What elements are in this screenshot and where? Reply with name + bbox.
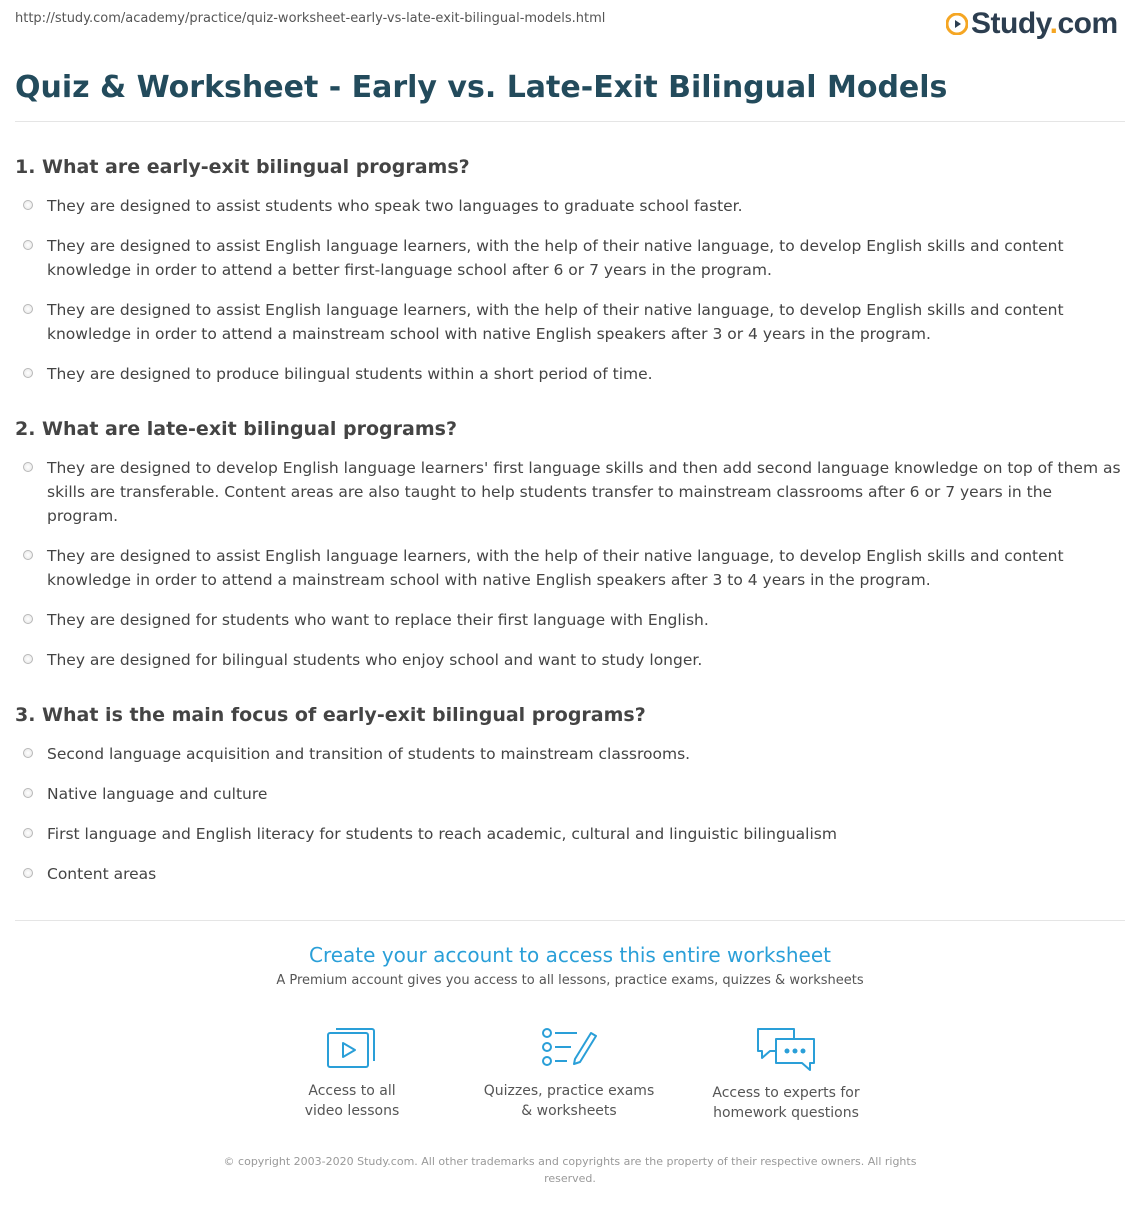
- feature-label: Access to all video lessons: [304, 1083, 400, 1119]
- answer-text: First language and English literacy for students to reach academic, cultural and linguistic bilingualism: [47, 825, 837, 843]
- top-bar: [0, 0, 1140, 52]
- radio-button-icon[interactable]: [23, 654, 33, 664]
- page-url[interactable]: http://study.com/academy/practice/quiz-worksheet-early-vs-late-exit-bilingual-models.html: [15, 11, 606, 26]
- cta-divider: [15, 920, 1125, 921]
- feature-label: Access to experts for homework questions: [712, 1085, 860, 1121]
- answer-option[interactable]: [15, 822, 1125, 846]
- feature-quizzes: [469, 1025, 669, 1121]
- radio-button-icon[interactable]: [23, 368, 33, 378]
- answer-option[interactable]: [15, 608, 1125, 632]
- feature-experts: [686, 1025, 886, 1123]
- logo-text: Study.com: [971, 7, 1118, 40]
- answer-text: Native language and culture: [47, 785, 268, 803]
- answer-option[interactable]: [15, 648, 1125, 672]
- feature-label: Quizzes, practice exams & worksheets: [483, 1083, 655, 1119]
- answer-list: [15, 456, 1125, 672]
- answer-option[interactable]: [15, 362, 1125, 386]
- radio-button-icon[interactable]: [23, 550, 33, 560]
- answer-option[interactable]: [15, 456, 1125, 528]
- radio-button-icon[interactable]: [23, 748, 33, 758]
- answer-text: They are designed to assist English language learners, with the help of their native language, to develop English skills and content knowledge in order to attend a mainstream school with native English speakers after 3 to 4 years in the program.: [47, 547, 1064, 589]
- answer-list: [15, 742, 1125, 886]
- question-3: [15, 702, 1125, 886]
- answer-text: They are designed for students who want to replace their first language with English.: [47, 611, 709, 629]
- question-1: [15, 154, 1125, 386]
- answer-option[interactable]: [15, 782, 1125, 806]
- answer-option[interactable]: [15, 298, 1125, 346]
- quiz-checklist-icon: [541, 1025, 597, 1071]
- answer-text: They are designed to assist students who speak two languages to graduate school faster.: [47, 197, 743, 215]
- question-2: [15, 416, 1125, 672]
- radio-button-icon[interactable]: [23, 828, 33, 838]
- radio-button-icon[interactable]: [23, 200, 33, 210]
- answer-text: They are designed for bilingual students who enjoy school and want to study longer.: [47, 651, 703, 669]
- answer-text: They are designed to develop English language learners' first language skills and then add second language knowledge on top of them as skills are transferable. Content areas are also taught to help students transfer to mainstream classrooms after 6 or 7 years in the program.: [47, 459, 1121, 525]
- question-text: 2. What are late-exit bilingual programs?: [15, 418, 457, 440]
- cta-subheading: A Premium account gives you access to all lessons, practice exams, quizzes & worksheets: [276, 973, 864, 988]
- radio-button-icon[interactable]: [23, 462, 33, 472]
- answer-option[interactable]: [15, 194, 1125, 218]
- radio-button-icon[interactable]: [23, 304, 33, 314]
- answer-text: Second language acquisition and transition of students to mainstream classrooms.: [47, 745, 691, 763]
- question-text: 1. What are early-exit bilingual programs?: [15, 156, 470, 178]
- video-lessons-icon: [326, 1025, 378, 1071]
- answer-text: They are designed to produce bilingual students within a short period of time.: [47, 365, 653, 383]
- answer-option[interactable]: [15, 234, 1125, 282]
- feature-video-lessons: [252, 1025, 452, 1121]
- page-title: Quiz & Worksheet - Early vs. Late-Exit Bilingual Models: [15, 70, 948, 105]
- answer-list: [15, 194, 1125, 386]
- question-text: 3. What is the main focus of early-exit bilingual programs?: [15, 704, 646, 726]
- answer-option[interactable]: [15, 544, 1125, 592]
- copyright-text: © copyright 2003-2020 Study.com. All other trademarks and copyrights are the property of their respective owners. All rights reserved.: [223, 1155, 917, 1185]
- answer-option[interactable]: [15, 742, 1125, 766]
- answer-text: They are designed to assist English language learners, with the help of their native language, to develop English skills and content knowledge in order to attend a better first-language school after 6 or 7 years in the program.: [47, 237, 1064, 279]
- chat-bubbles-icon: [754, 1025, 818, 1073]
- radio-button-icon[interactable]: [23, 240, 33, 250]
- play-circle-icon: [946, 13, 968, 35]
- answer-option[interactable]: [15, 862, 1125, 886]
- create-account-link[interactable]: Create your account to access this entire worksheet: [309, 943, 831, 967]
- answer-text: They are designed to assist English language learners, with the help of their native language, to develop English skills and content knowledge in order to attend a mainstream school with native English speakers after 3 or 4 years in the program.: [47, 301, 1064, 343]
- study-logo[interactable]: [946, 6, 1118, 42]
- radio-button-icon[interactable]: [23, 614, 33, 624]
- radio-button-icon[interactable]: [23, 868, 33, 878]
- answer-text: Content areas: [47, 865, 157, 883]
- question-list: [15, 154, 1125, 916]
- radio-button-icon[interactable]: [23, 788, 33, 798]
- title-divider: [15, 121, 1125, 122]
